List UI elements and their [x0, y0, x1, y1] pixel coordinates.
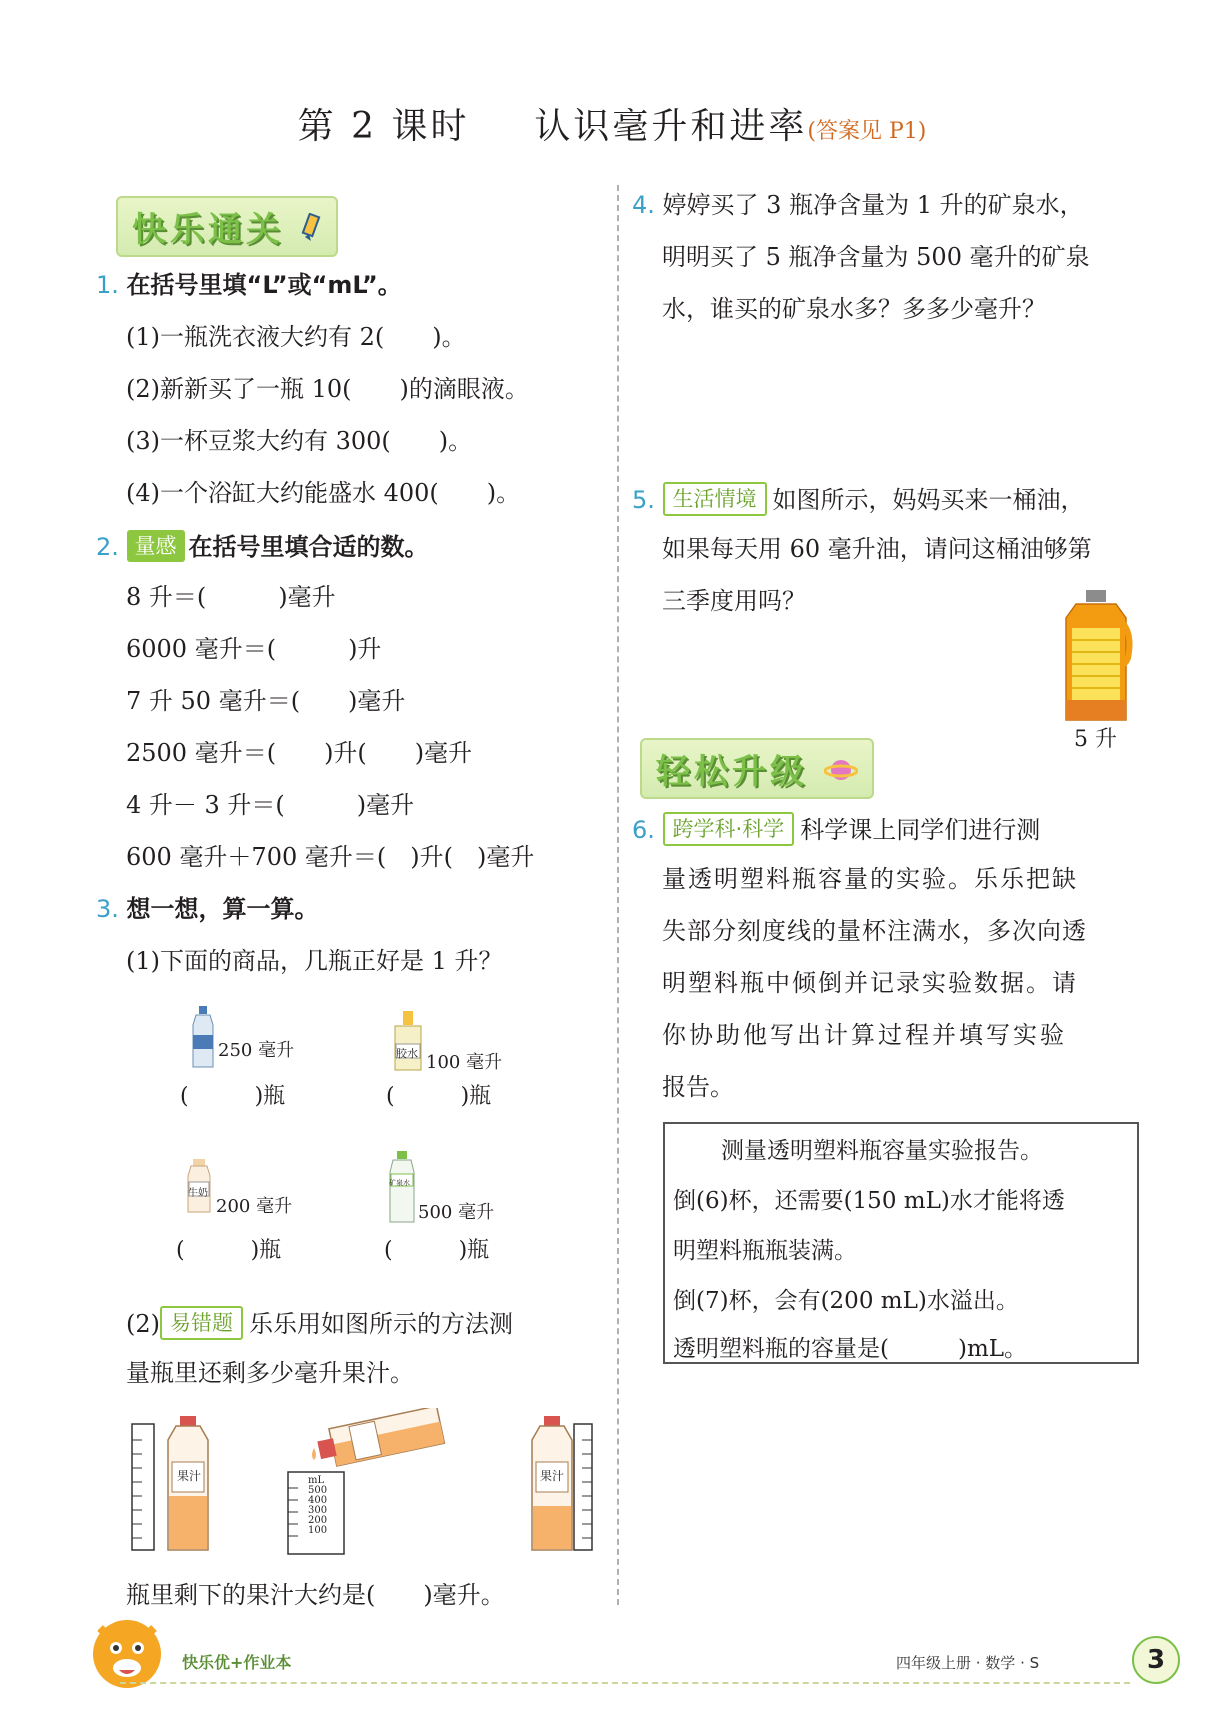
water-bottle-icon — [190, 1005, 216, 1075]
experiment-report-box — [663, 1122, 1139, 1364]
q6-line-5: 你协助他写出计算过程并填写实验 — [662, 1021, 1067, 1049]
product-2-blank: ( )瓶 — [386, 1084, 492, 1109]
oil-bottle-label: 5 升 — [1074, 727, 1117, 752]
q2-item-1: 8 升＝( )毫升 — [126, 583, 336, 611]
q6-line-2: 量透明塑料瓶容量的实验。乐乐把缺 — [662, 865, 1078, 893]
column-divider — [617, 185, 619, 1605]
report-line-1: 倒(6)杯，还需要(150 mL)水才能将透 — [673, 1188, 1065, 1214]
q2-item-5: 4 升－ 3 升＝( )毫升 — [126, 791, 415, 819]
juice-label-left: 果汁 — [177, 1469, 202, 1483]
report-line-2: 明塑料瓶瓶装满。 — [673, 1238, 857, 1264]
glue-bottle-icon — [390, 1010, 426, 1076]
q6-line-1: 科学课上同学们进行测 — [800, 816, 1041, 844]
q4-line-2: 明明买了 5 瓶净含量为 500 毫升的矿泉 — [662, 243, 1090, 271]
q3-prompt: 想一想，算一算。 — [126, 895, 319, 923]
q6-line-3: 失部分刻度线的量杯注满水，多次向透 — [662, 917, 1087, 945]
question-1: 1. 在括号里填“L”或“mL”。 — [96, 271, 402, 299]
q5-tag: 生活情境 — [663, 482, 767, 516]
q1-prompt: 在括号里填“L”或“mL”。 — [126, 271, 402, 299]
question-2: 2. 量感 在括号里填合适的数。 — [96, 530, 429, 562]
product-1-blank: ( )瓶 — [180, 1084, 286, 1109]
juice-bottle-ruler-right-illustration — [494, 1412, 594, 1556]
pencil-icon — [300, 212, 322, 242]
lesson-topic: 认识毫升和进率 — [534, 106, 808, 147]
product-1-label: 250 毫升 — [218, 1040, 295, 1061]
planet-icon — [824, 754, 858, 784]
q3-answer-line: 瓶里剩下的果汁大约是( )毫升。 — [126, 1581, 505, 1609]
section-banner-happy-pass: 快乐通关 — [116, 196, 338, 257]
q1-item-2: (2)新新买了一瓶 10( )的滴眼液。 — [126, 375, 529, 403]
lesson-number: 第 2 课时 — [297, 106, 470, 147]
product-4-tag: 矿泉水 — [389, 1179, 410, 1187]
product-3-tag: 牛奶 — [188, 1188, 208, 1199]
measuring-cup-marks: mL 500 400 300 200 100 — [308, 1475, 328, 1536]
q6-line-4: 明塑料瓶中倾倒并记录实验数据。请 — [662, 969, 1078, 997]
q2-tag: 量感 — [127, 530, 185, 562]
question-4: 4. 婷婷买了 3 瓶净含量为 1 升的矿泉水， — [632, 191, 1084, 219]
product-2-tag: 胶水 — [396, 1047, 418, 1060]
report-line-4: 透明塑料瓶的容量是( )mL。 — [673, 1336, 1028, 1362]
q4-line-3: 水，谁买的矿泉水多？多多少毫升？ — [662, 295, 1046, 323]
product-4-label: 500 毫升 — [418, 1202, 495, 1223]
question-3: 3. 想一想，算一算。 — [96, 895, 319, 923]
product-3-blank: ( )瓶 — [176, 1238, 282, 1263]
q5-line-1: 如图所示，妈妈买来一桶油， — [772, 486, 1085, 514]
mineral-water-bottle-icon — [388, 1150, 416, 1228]
q3-sub1: (1)下面的商品，几瓶正好是 1 升？ — [126, 947, 503, 975]
q5-line-3: 三季度用吗？ — [662, 587, 806, 615]
q2-item-4: 2500 毫升＝( )升( )毫升 — [126, 739, 473, 767]
juice-bottle-ruler-left-illustration — [130, 1412, 230, 1556]
q3-sub2: (2) 易错题 乐乐用如图所示的方法测 — [126, 1306, 513, 1340]
footer-book-info: 四年级上册 · 数学 · S — [896, 1654, 1040, 1672]
product-3-label: 200 毫升 — [216, 1196, 293, 1217]
report-title: 测量透明塑料瓶容量实验报告。 — [721, 1138, 1043, 1164]
footer-brand: 快乐优+作业本 — [182, 1653, 292, 1672]
answer-reference: (答案见 P1) — [807, 119, 927, 144]
question-5: 5. 生活情境 如图所示，妈妈买来一桶油， — [632, 482, 1085, 516]
page-title — [0, 98, 1224, 149]
q1-item-1: (1)一瓶洗衣液大约有 2( )。 — [126, 323, 466, 351]
q3-sub2-tag: 易错题 — [160, 1306, 243, 1340]
q2-item-2: 6000 毫升＝( )升 — [126, 635, 382, 663]
q2-prompt: 在括号里填合适的数。 — [188, 533, 429, 561]
product-2-label: 100 毫升 — [426, 1052, 503, 1073]
q5-line-2: 如果每天用 60 毫升油，请问这桶油够第 — [662, 535, 1092, 563]
juice-label-right: 果汁 — [540, 1469, 565, 1483]
page-number: 3 — [1132, 1636, 1180, 1684]
question-6: 6. 跨学科·科学 科学课上同学们进行测 — [632, 812, 1040, 846]
oil-bottle-icon — [1058, 588, 1134, 728]
product-4-blank: ( )瓶 — [384, 1238, 490, 1263]
q4-line-1: 婷婷买了 3 瓶净含量为 1 升的矿泉水， — [662, 191, 1084, 219]
tiger-mascot-icon — [86, 1610, 168, 1698]
q2-item-6: 600 毫升＋700 毫升＝( )升( )毫升 — [126, 843, 535, 871]
q1-item-4: (4)一个浴缸大约能盛水 400( )。 — [126, 479, 521, 507]
report-line-3: 倒(7)杯，会有(200 mL)水溢出。 — [673, 1288, 1019, 1314]
q1-item-3: (3)一杯豆浆大约有 300( )。 — [126, 427, 473, 455]
footer-divider — [120, 1682, 1130, 1684]
q2-item-3: 7 升 50 毫升＝( )毫升 — [126, 687, 406, 715]
q3-sub2-line2: 量瓶里还剩多少毫升果汁。 — [126, 1359, 414, 1387]
q6-tag: 跨学科·科学 — [663, 812, 795, 846]
q6-line-6: 报告。 — [662, 1073, 734, 1101]
section-banner-easy-upgrade: 轻松升级 — [640, 738, 874, 799]
